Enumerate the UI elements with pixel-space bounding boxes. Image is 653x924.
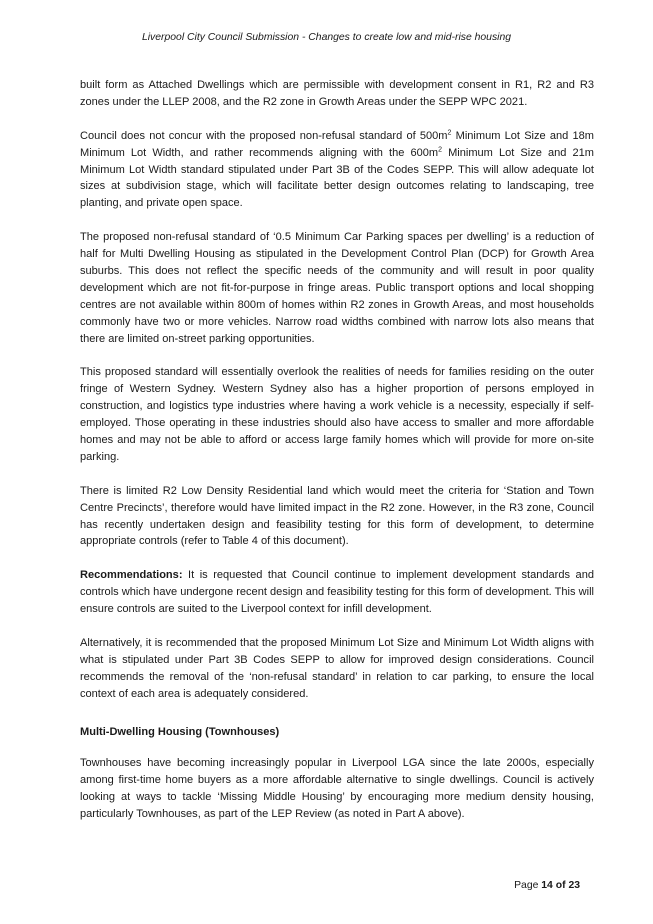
page-number xyxy=(514,880,580,891)
superscript: 2 xyxy=(447,129,452,137)
paragraph xyxy=(80,128,594,213)
paragraph: Townhouses have becoming increasingly popular in Liverpool LGA since the late 2000s, especially among first-time home buyers as a more affordable alternative to single dwellings. Council is actively looking at ways to tackle ‘Missing Middle Housing’ by encouraging more medium density housing, particularly Townhouses, as part of the LEP Review (as noted in Part A above). xyxy=(80,757,594,821)
page-of: of xyxy=(552,880,569,891)
paragraph: There is limited R2 Low Density Residential land which would meet the criteria for ‘Station and Town Centre Precincts’, therefore would have limited impact in the R2 zone. However, in the R3 zone, Council has recently undertaken design and feasibility testing for this form of development, to determine appropriate controls (refer to Table 4 of this document). xyxy=(80,484,594,548)
recommendations-label: Recommendations: xyxy=(80,569,183,582)
text-run: Minimum Lot Size and 21m Minimum Lot Width standard stipulated under Part 3B of the Codes SEPP. This will allow adequate lot sizes at subdivision stage, which will facilitate better design outcomes relating to landscaping, tree planting, and private open space. xyxy=(80,146,594,210)
paragraph: The proposed non-refusal standard of ‘0.5 Minimum Car Parking spaces per dwelling’ is a reduction of half for Multi Dwelling Housing as stipulated in the Development Control Plan (DCP) for Growth Area suburbs. This does not reflect the specific needs of the community and will result in poor quality development which are not fit-for-purpose in fringe areas. Public transport options and local shopping centres are not available within 800m of homes within R2 zones in Growth Areas, and most households commonly have two or more vehicles. Narrow road widths combined with narrow lots also means that there are limited on-street parking opportunities. xyxy=(80,231,594,345)
recommendations-paragraph xyxy=(80,567,594,618)
text-run: Council does not concur with the proposed non-refusal standard of 500m xyxy=(80,129,448,142)
superscript: 2 xyxy=(438,145,442,153)
text-run: Minimum Lot Size and 18m Minimum Lot Width, and rather recommends aligning with the 600m xyxy=(80,129,595,159)
page-total: 23 xyxy=(568,880,580,891)
document-body xyxy=(80,77,594,840)
page-word: Page xyxy=(514,880,542,891)
paragraph: This proposed standard will essentially overlook the realities of needs for families residing on the outer fringe of Western Sydney. Western Sydney also has a higher proportion of persons employed in construction, and logistics type industries where having a work vehicle is a necessity, especially if self-employed. Those operating in these industries should also have access to smaller and more affordable homes and may not be able to afford or access large family homes which will provide for more on-site parking. xyxy=(80,366,594,463)
page-header: Liverpool City Council Submission - Changes to create low and mid-rise housing xyxy=(141,32,512,43)
text-run: It is requested that Council continue to implement development standards and controls which have undergone recent design and feasibility testing for this form of development. This will ensure controls are suited to the Liverpool context for infill development. xyxy=(80,569,594,616)
paragraph: built form as Attached Dwellings which are permissible with development consent in R1, R2 and R3 zones under the LLEP 2008, and the R2 zone in Growth Areas under the SEPP WPC 2021. xyxy=(80,79,594,108)
paragraph: Alternatively, it is recommended that the proposed Minimum Lot Size and Minimum Lot Width aligns with what is stipulated under Part 3B Codes SEPP to allow for improved design considerations. Council recommends the removal of the ‘non-refusal standard’ in relation to car parking, to ensure the local context of each area is adequately considered. xyxy=(80,636,594,700)
section-heading: Multi-Dwelling Housing (Townhouses) xyxy=(80,726,280,739)
page-current: 14 xyxy=(541,880,553,891)
